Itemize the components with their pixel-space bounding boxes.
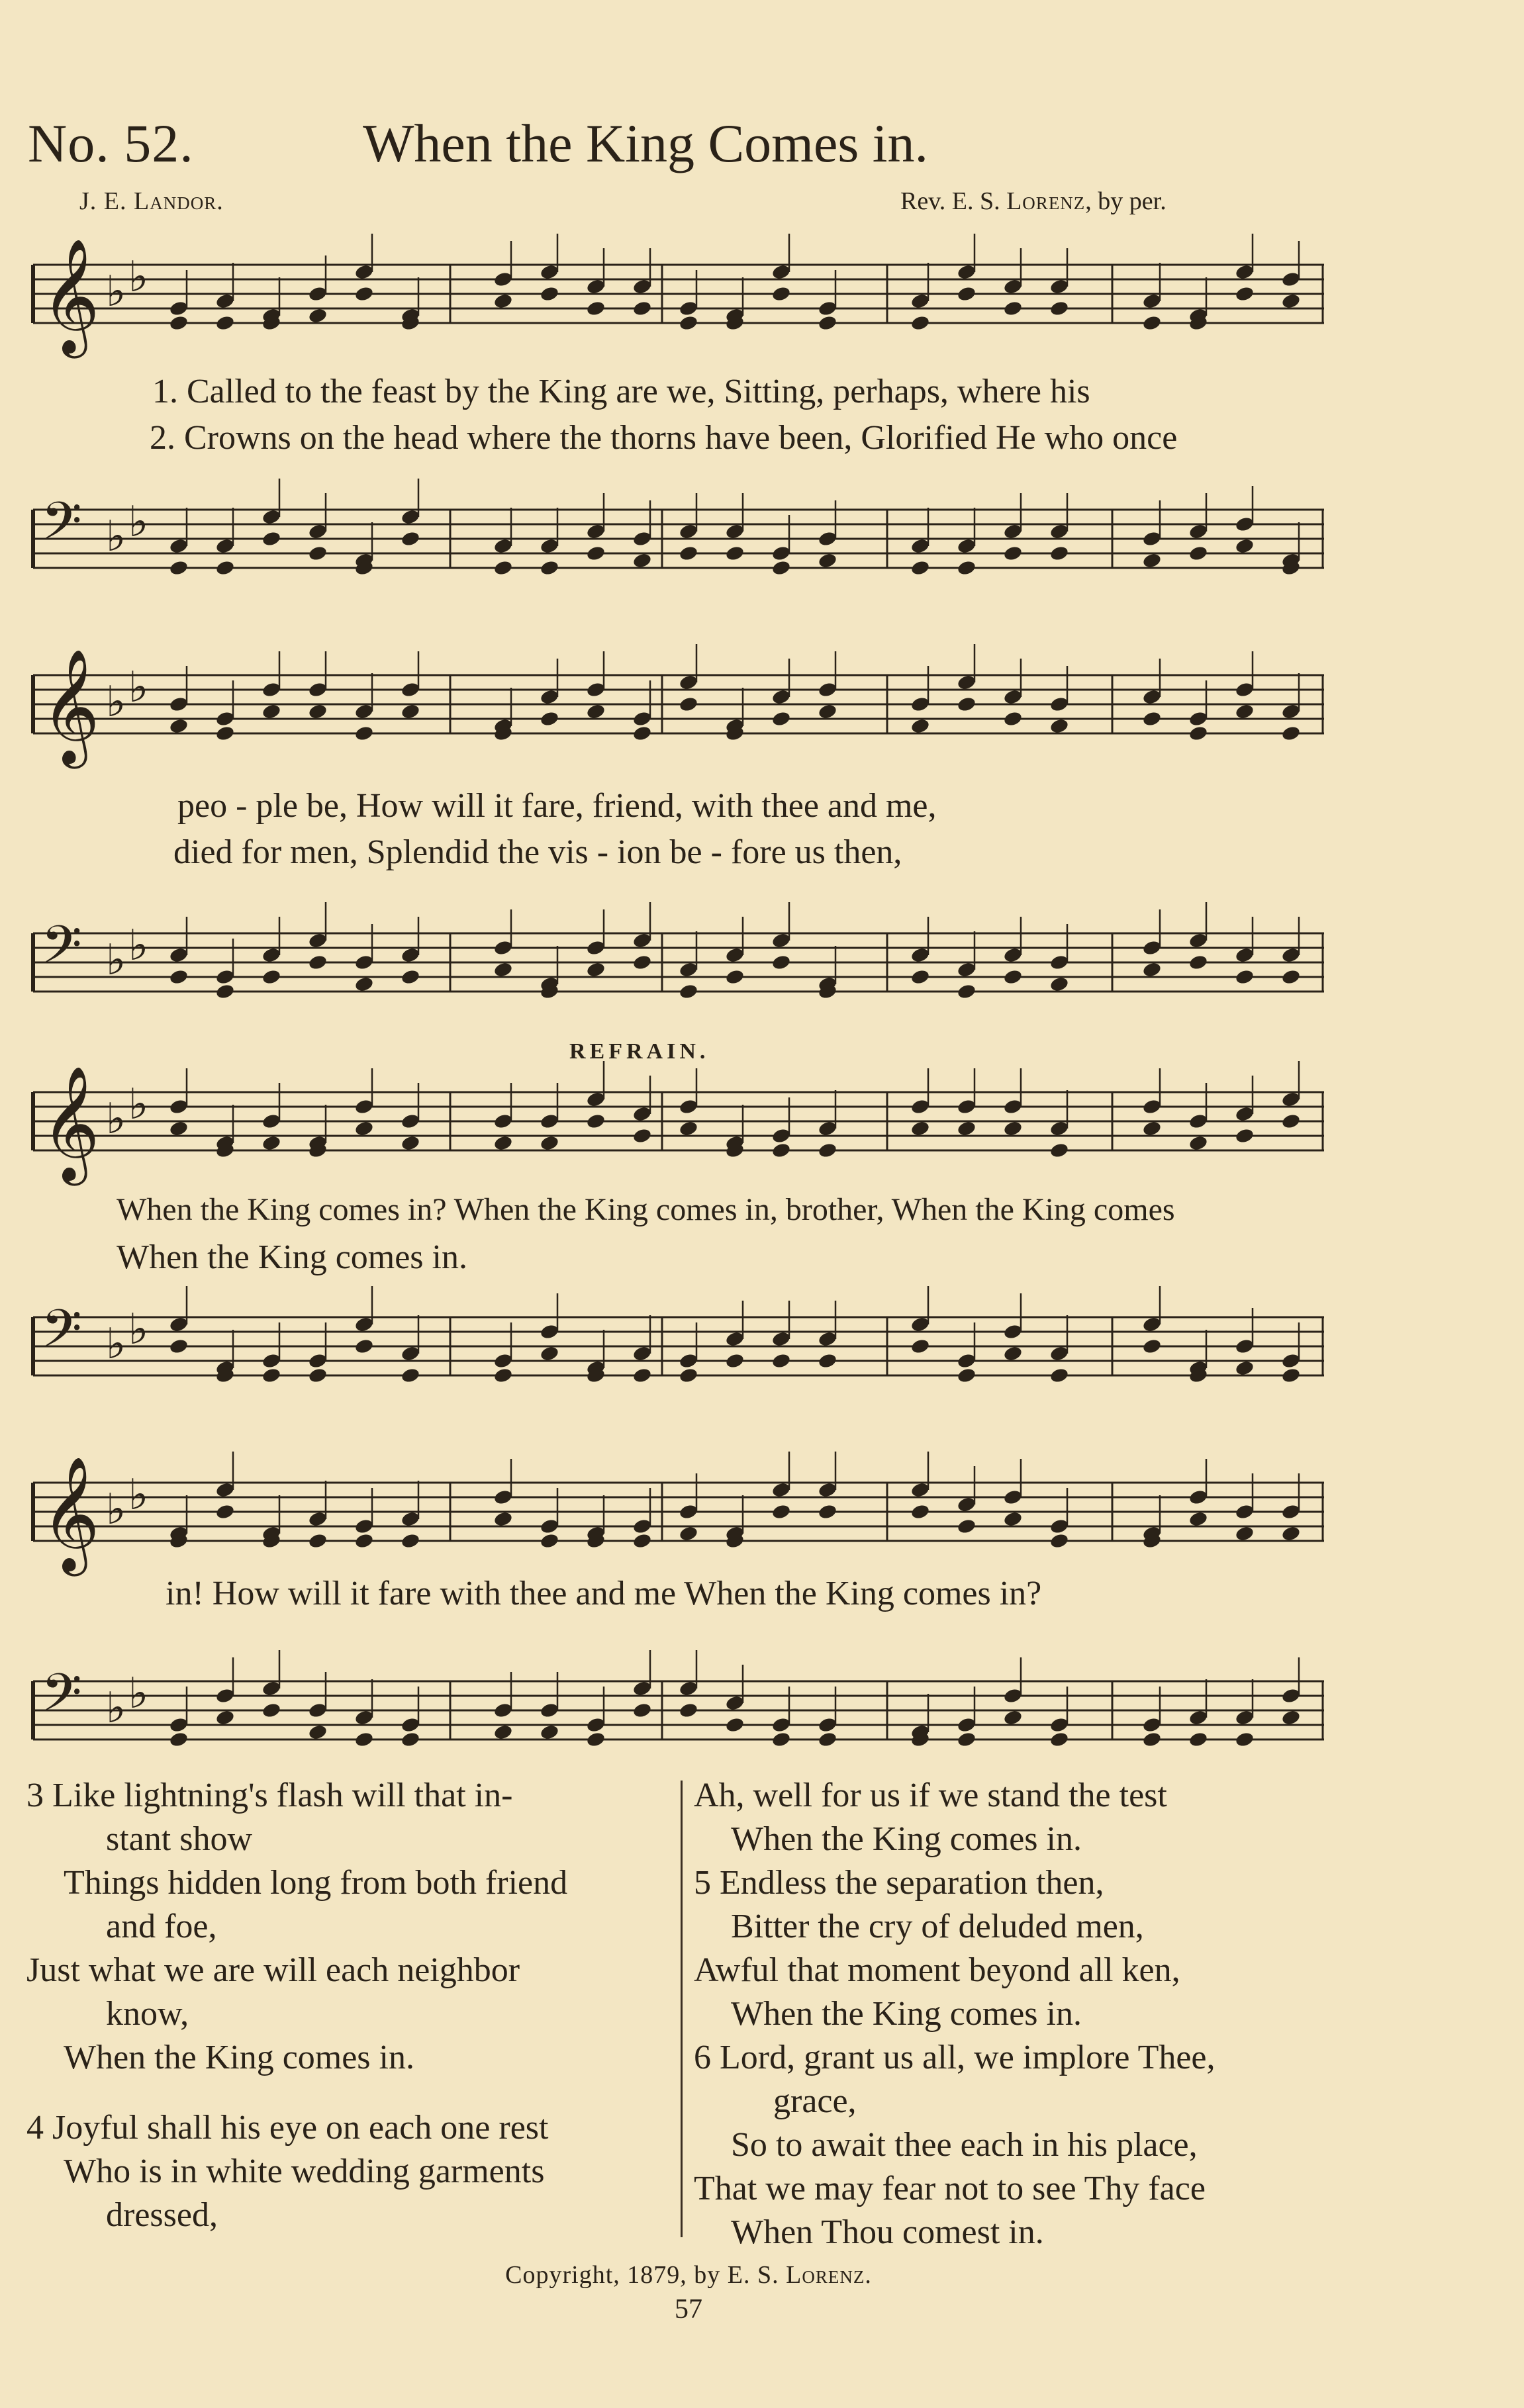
- svg-text:𝄢: 𝄢: [41, 914, 82, 988]
- lyric-line-3-verse-1: When the King comes in? When the King comes in, brother, When the King comes: [117, 1192, 1175, 1227]
- music-system-1-bass: [26, 490, 1337, 589]
- column-divider: [681, 1781, 683, 2237]
- svg-text:♭: ♭: [128, 253, 149, 302]
- svg-text:♭: ♭: [106, 936, 126, 985]
- music-system-2-bass: [26, 913, 1337, 1013]
- music-system-3: [26, 1066, 1337, 1181]
- treble-staff-2: [26, 649, 1337, 764]
- verse-line: Just what we are will each neighbor: [26, 1951, 520, 1989]
- page-number: 57: [675, 2294, 702, 2325]
- verse-line: Ah, well for us if we stand the test: [694, 1777, 1167, 1814]
- verse-line: dressed,: [106, 2196, 218, 2234]
- verse-line: So to await thee each in his place,: [731, 2126, 1198, 2164]
- verse-line: 3 Like lightning's flash will that in-: [26, 1777, 513, 1814]
- svg-text:♭: ♭: [106, 1485, 126, 1534]
- bass-staff-4: [26, 1661, 1337, 1761]
- music-system-1: [26, 238, 1337, 353]
- svg-text:♭: ♭: [106, 1684, 126, 1733]
- lyric-line-1-verse-1: 1. Called to the feast by the King are we, Sitting, perhaps, where his: [152, 373, 1090, 410]
- verses-left-column: [26, 1774, 662, 2237]
- verse-line: stant show: [106, 1820, 252, 1858]
- svg-text:𝄢: 𝄢: [41, 1662, 82, 1736]
- svg-text:♭: ♭: [106, 1095, 126, 1144]
- lyric-line-4-verse-1: in! How will it fare with thee and me When the King comes in?: [166, 1575, 1042, 1612]
- bass-staff-1: [26, 490, 1337, 589]
- svg-text:♭: ♭: [128, 663, 149, 712]
- svg-text:♭: ♭: [128, 498, 149, 547]
- verse-line: 4 Joyful shall his eye on each one rest: [26, 2109, 549, 2147]
- lyric-line-2-verse-2: died for men, Splendid the vis - ion be - fore us then,: [173, 833, 902, 871]
- verse-line: When Thou comest in.: [731, 2213, 1044, 2251]
- verse-line: That we may fear not to see Thy face: [694, 2170, 1206, 2207]
- treble-staff-3: [26, 1066, 1337, 1181]
- lyric-line-3-verse-2: When the King comes in.: [117, 1238, 467, 1276]
- verse-line: When the King comes in.: [731, 1995, 1082, 2033]
- verse-line: When the King comes in.: [64, 2039, 414, 2076]
- svg-text:♭: ♭: [128, 1669, 149, 1718]
- lyricist-credit: J. E. Landor.: [79, 187, 224, 215]
- music-system-4-bass: [26, 1661, 1337, 1761]
- verse-line: know,: [106, 1995, 189, 2033]
- svg-text:𝄞: 𝄞: [41, 1456, 100, 1571]
- verse-line: grace,: [773, 2082, 857, 2120]
- svg-text:𝄢: 𝄢: [41, 490, 82, 565]
- verse-line: and foe,: [106, 1908, 217, 1945]
- verses-right-column: [694, 1774, 1343, 2254]
- refrain-label: REFRAIN.: [569, 1039, 710, 1064]
- svg-text:𝄞: 𝄞: [41, 238, 100, 353]
- verse-line: 5 Endless the separation then,: [694, 1864, 1104, 1902]
- svg-text:♭: ♭: [106, 678, 126, 727]
- svg-text:♭: ♭: [106, 512, 126, 561]
- svg-text:♭: ♭: [128, 1080, 149, 1129]
- composer-credit: Rev. E. S. Lorenz, by per.: [900, 187, 1167, 215]
- svg-text:♭: ♭: [128, 1305, 149, 1354]
- bass-staff-3: [26, 1297, 1337, 1397]
- verse-line: Awful that moment beyond all ken,: [694, 1951, 1180, 1989]
- svg-text:♭: ♭: [106, 267, 126, 316]
- copyright-notice: Copyright, 1879, by E. S. Lorenz.: [505, 2261, 872, 2289]
- music-system-3-bass: [26, 1297, 1337, 1397]
- bass-staff-2: [26, 913, 1337, 1013]
- verse-line: Bitter the cry of deluded men,: [731, 1908, 1144, 1945]
- svg-text:♭: ♭: [106, 1320, 126, 1369]
- treble-staff-1: [26, 238, 1337, 353]
- treble-staff-4: [26, 1456, 1337, 1571]
- music-system-2: [26, 649, 1337, 764]
- svg-text:𝄞: 𝄞: [41, 649, 100, 764]
- svg-text:♭: ♭: [128, 1471, 149, 1520]
- lyric-line-1-verse-2: 2. Crowns on the head where the thorns have been, Glorified He who once: [150, 419, 1178, 457]
- verse-line: 6 Lord, grant us all, we implore Thee,: [694, 2039, 1215, 2076]
- music-system-4: [26, 1456, 1337, 1571]
- verse-line: Things hidden long from both friend: [64, 1864, 568, 1902]
- hymn-number: No. 52.: [28, 113, 194, 173]
- lyric-line-2-verse-1: peo - ple be, How will it fare, friend, with thee and me,: [177, 787, 937, 825]
- verse-line: Who is in white wedding garments: [64, 2153, 545, 2190]
- svg-text:♭: ♭: [128, 921, 149, 970]
- verse-line: When the King comes in.: [731, 1820, 1082, 1858]
- svg-text:𝄞: 𝄞: [41, 1066, 100, 1181]
- additional-verses: [26, 1774, 1351, 2264]
- hymn-title: When the King Comes in.: [363, 113, 929, 173]
- svg-text:𝄢: 𝄢: [41, 1298, 82, 1372]
